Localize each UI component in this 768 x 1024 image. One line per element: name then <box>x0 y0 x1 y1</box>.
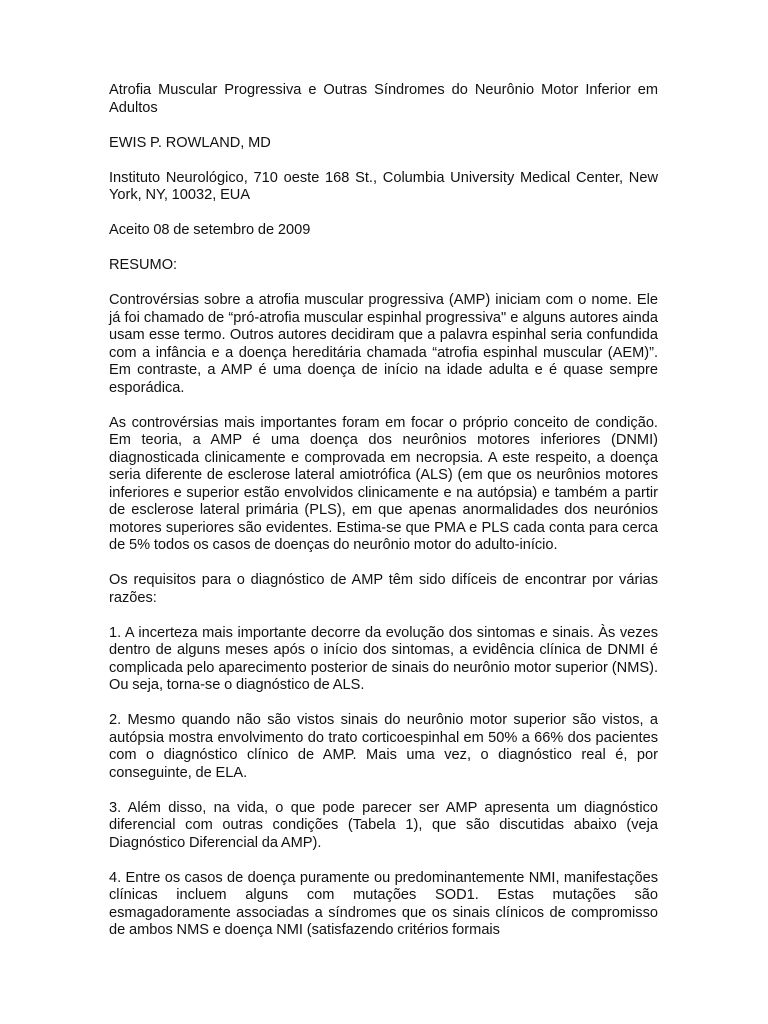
document-page <box>109 82 658 957</box>
author-affiliation: Instituto Neurológico, 710 oeste 168 St., Columbia University Medical Center, New York, NY, 10032, EUA <box>109 169 658 203</box>
paragraph: 3. Além disso, na vida, o que pode parecer ser AMP apresenta um diagnóstico diferencial com outras condições (Tabela 1), que são discutidas abaixo (veja Diagnóstico Diferencial da AMP). <box>109 799 658 851</box>
paragraph: 1. A incerteza mais importante decorre da evolução dos sintomas e sinais. Às vezes dentro de alguns meses após o início dos sintomas, a evidência clínica de DNMI é complicada pelo aparecimento posterior de sinais do neurônio motor superior (NMS). Ou seja, torna-se o diagnóstico de ALS. <box>109 624 658 693</box>
accepted-date: Aceito 08 de setembro de 2009 <box>109 222 311 238</box>
document-title: Atrofia Muscular Progressiva e Outras Síndromes do Neurônio Motor Inferior em Adultos <box>109 82 658 116</box>
paragraph: Os requisitos para o diagnóstico de AMP têm sido difíceis de encontrar por várias razões: <box>109 572 658 606</box>
paragraph: As controvérsias mais importantes foram em focar o próprio conceito de condição. Em teoria, a AMP é uma doença dos neurônios motores inferiores (DNMI) diagnosticada clinicamente e comprovada em necropsia. A este respeito, a doença seria diferente de esclerose lateral amiotrófica (ALS) (em que os neurônios motores inferiores e superior estão envolvidos clinicamente e na autópsia) e também a partir de esclerose lateral primária (PLS), em que apenas anormalidades dos neurónios motores superiores são evidentes. Estima-se que PMA e PLS cada conta para cerca de 5% todos os casos de doenças do neurônio motor do adulto-início. <box>109 414 658 553</box>
paragraph: 2. Mesmo quando não são vistos sinais do neurônio motor superior são vistos, a autópsia mostra envolvimento do trato corticoespinhal em 50% a 66% dos pacientes com o diagnóstico clínico de AMP. Mais uma vez, o diagnóstico real é, por conseguinte, de ELA. <box>109 712 658 781</box>
author-name: EWIS P. ROWLAND, MD <box>109 134 271 151</box>
paragraph: Controvérsias sobre a atrofia muscular progressiva (AMP) iniciam com o nome. Ele já foi chamado de “pró-atrofia muscular espinhal progressiva" e alguns autores ainda usam esse termo. Outros autores decidiram que a palavra espinhal seria confundida com a infância e a doença hereditária chamada “atrofia espinhal muscular (AEM)”. Em contraste, a AMP é uma doença de início na idade adulta e é quase sempre esporádica. <box>109 292 658 396</box>
paragraph: 4. Entre os casos de doença puramente ou predominantemente NMI, manifestações clínicas incluem alguns com mutações SOD1. Estas mutações são esmagadoramente associadas a síndromes que os sinais clínicos de compromisso de ambos NMS e doença NMI (satisfazendo critérios formais <box>109 869 658 938</box>
abstract-heading: RESUMO: <box>109 257 178 273</box>
